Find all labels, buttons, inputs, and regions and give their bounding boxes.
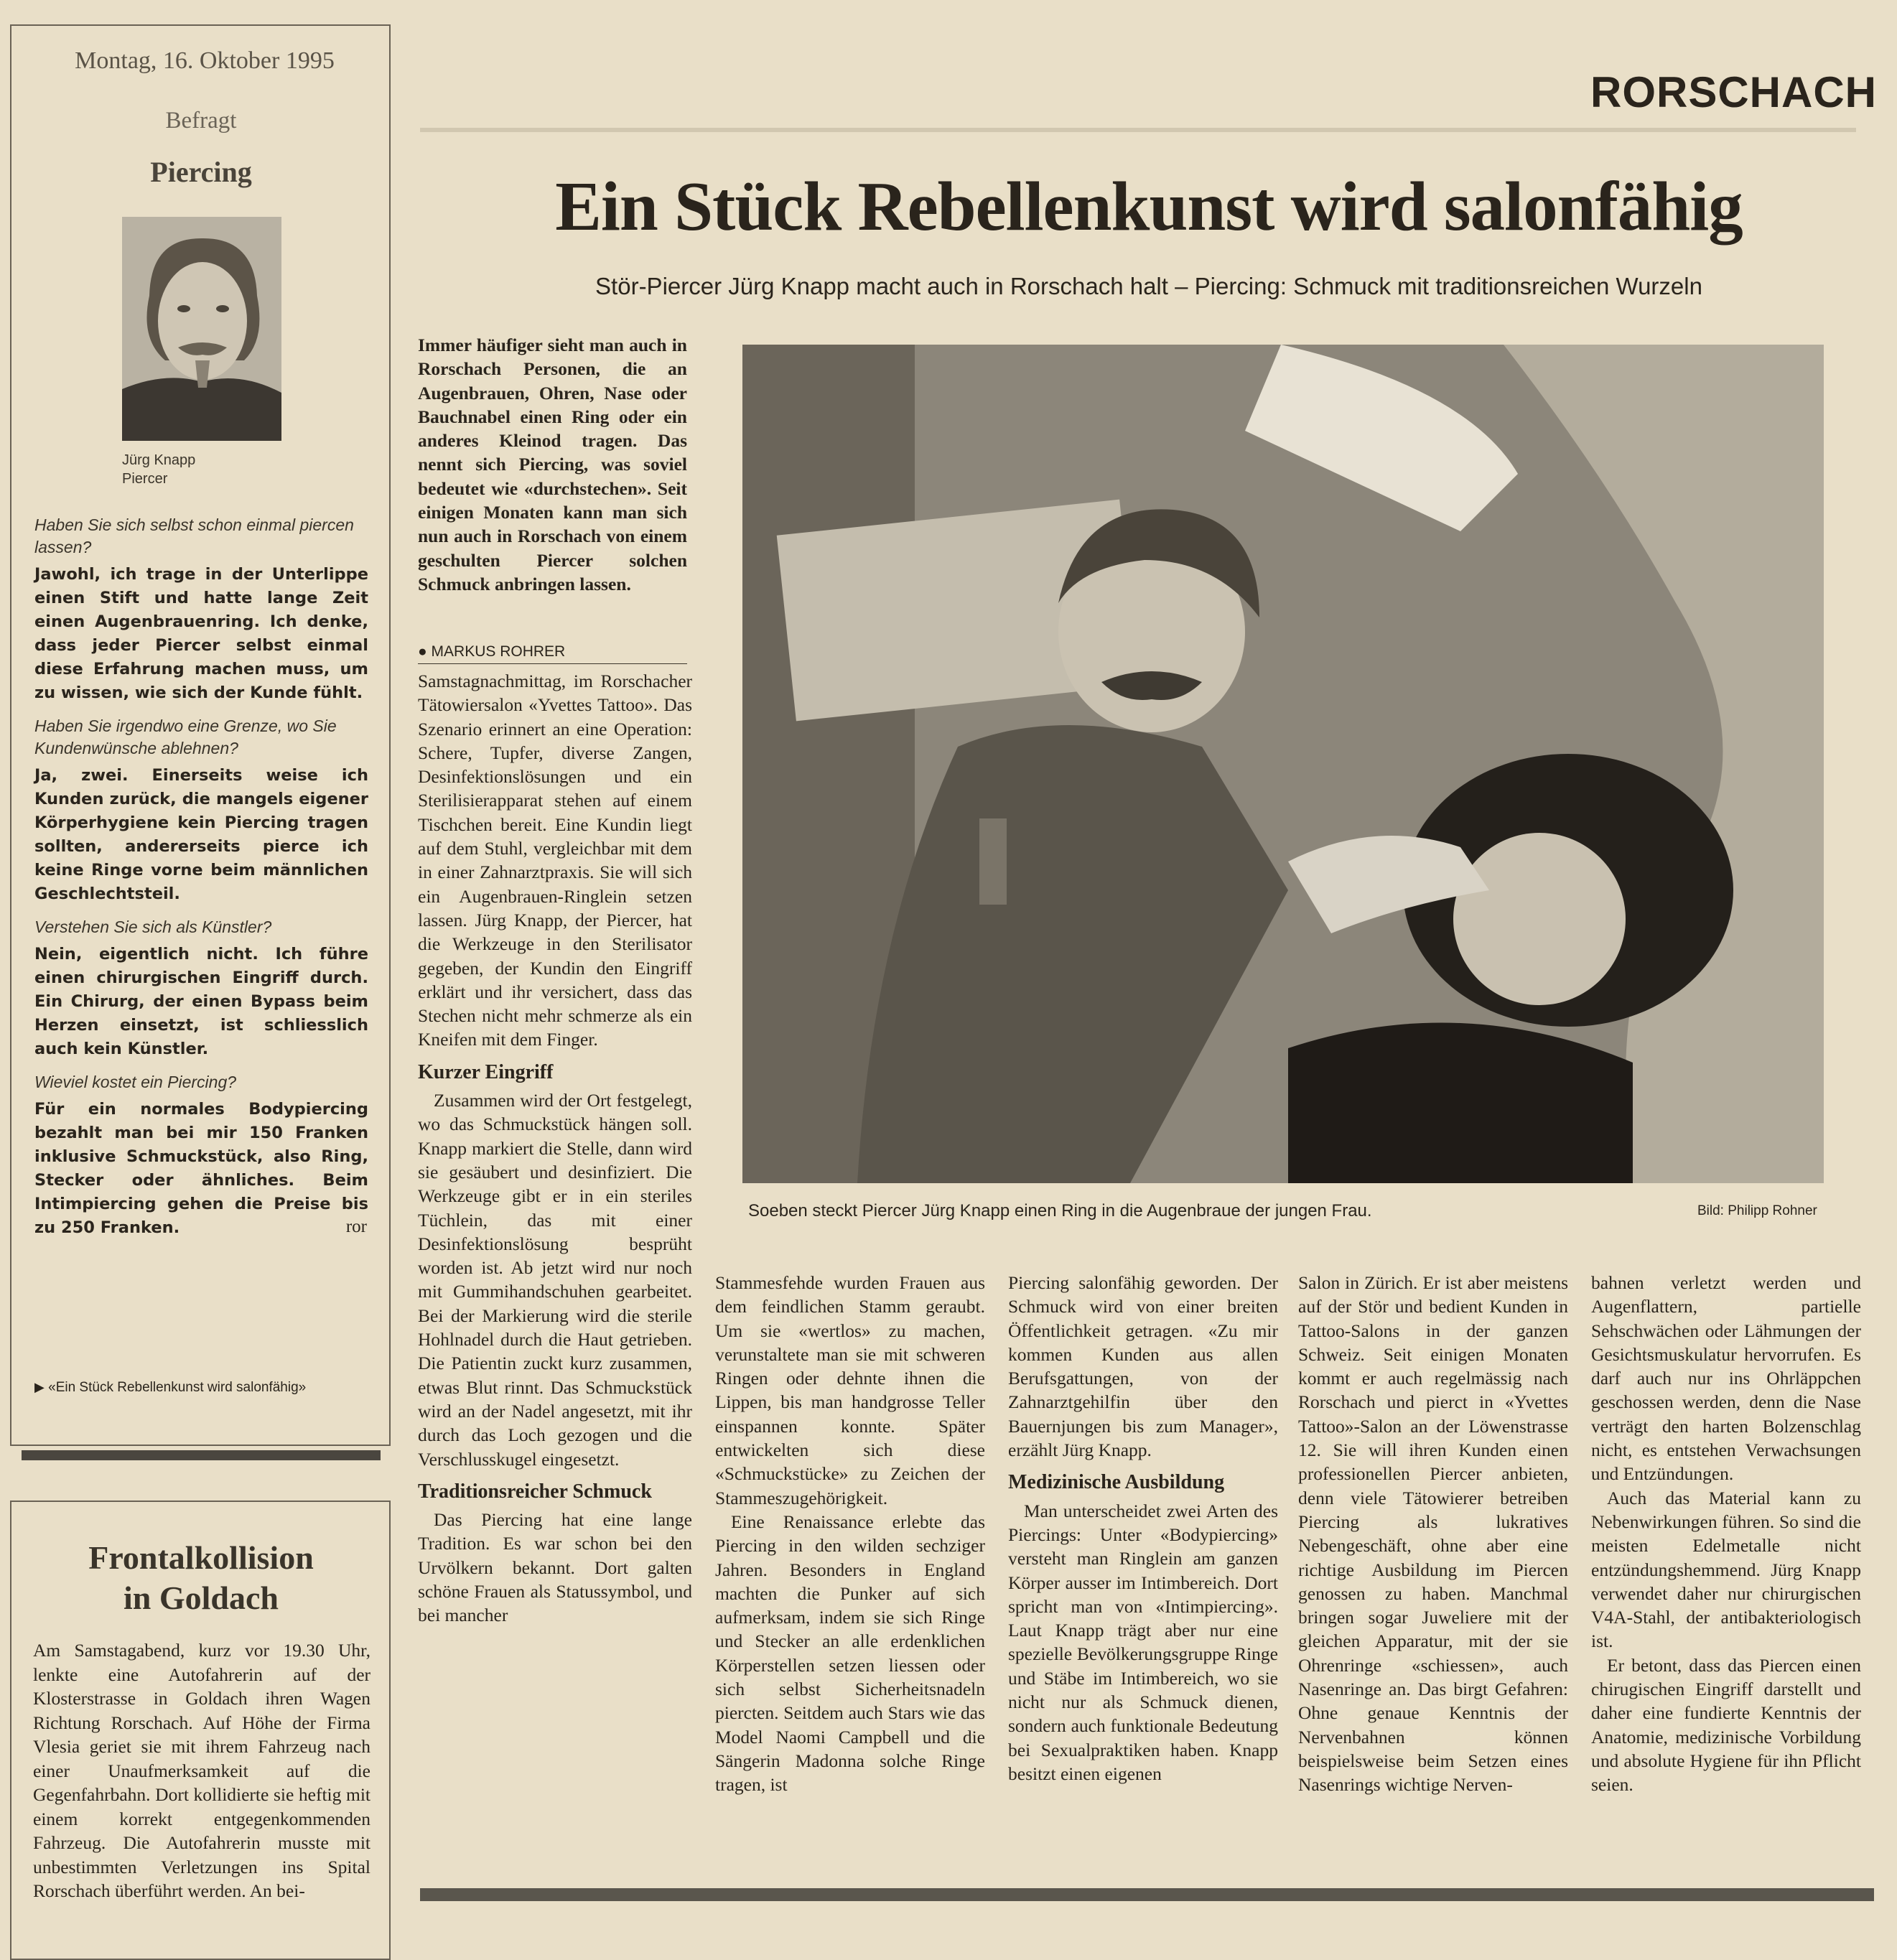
article-lead: Immer häufiger sieht man auch in Rorschach Personen, die an Augenbrauen, Ohren, Nase oder Bauchnabel einen Ring oder ein anderes Kleinod tragen. Das nennt sich Piercing, was soviel bedeutet wie «durchstechen». Seit einigen Monaten kann man sich nun auch in Rorschach von einem geschulten Piercer solchen Schmuck anbringen lassen. xyxy=(418,335,687,594)
answer-4: Für ein normales Bodypiercing bezahlt man bei mir 150 Franken inklusive Schmuckstück, also Ring, Stecker oder ähnliches. Beim Intimpiercing gehen die Preise bis zu 250 Franken. xyxy=(34,1100,368,1237)
portrait-photo xyxy=(122,217,281,441)
article-column-5: bahnen verletzt werden und Augenflattern, partielle Sehschwächen oder Lähmungen der Gesichtsmuskulatur hervorrufen. Es darf auch nur ins Ohrläppchen geschossen werden, denn die Nase verträgt den harten Bolzenschlag nicht, es entstehen Verwachsungen und Entzündungen. Auch das Material kann zu Nebenwirkungen führen. So sind die meisten Edelmetalle nicht entzündungshemmend. Jürg Knapp verwendet daher nur chirurgischen V4A-Stahl, der antibakteriologisch ist. Er betont, dass das Piercen einen chirugischen Eingriff darstellt und daher eine fundierte Kenntnis der Anatomie, medizinische Vorbildung und absolute Hygiene für ihn Pflicht seien. xyxy=(1591,1272,1861,1796)
answer-3: Nein, eigentlich nicht. Ich führe einen chirurgischen Eingriff durch. Ein Chirurg, der einen Bypass beim Herzen einsetzt, ist schliesslich auch kein Künstler. xyxy=(34,945,368,1058)
portrait-illustration xyxy=(122,217,281,441)
article-column-2: Stammesfehde wurden Frauen aus dem feindlichen Stamm geraubt. Um sie «wertlos» zu machen, verunstaltete man sie mit schweren Ringen oder dehnte ihnen die Lippen, bis man handgrosse Teller einspannen konnte. Später entwickelten sich diese «Schmuckstücke» zu Zeichen der Stammeszugehörigkeit. Eine Renaissance erlebte das Piercing in den wilden sechziger Jahren. Besonders in England machten die Punker auf sich aufmerksam, indem sie sich Ringe und Stecker an alle erdenklichen Körperstellen setzen liessen oder sich selbst Sicherheitsnadeln piercten. Seitdem auch Stars wie das Model Naomi Campbell und die Sängerin Madonna solche Ringe tragen, ist xyxy=(715,1272,985,1796)
headline: Ein Stück Rebellenkunst wird salonfähig xyxy=(555,168,1743,245)
interview-signature: ror xyxy=(345,1217,367,1236)
section-label: RORSCHACH xyxy=(1590,68,1877,116)
cross-reference[interactable] xyxy=(34,1380,306,1396)
answer-2: Ja, zwei. Einerseits weise ich Kunden zurück, die mangels eigener Körperhygiene kein Piercing tragen sollten, andererseits pierce ich keine Ringe vorne beim männlichen Geschlechtsteil. xyxy=(34,766,368,903)
brief-text: Am Samstagabend, kurz vor 19.30 Uhr, lenkte eine Autofahrerin auf der Klosterstrasse in Goldach ihren Wagen Richtung Rorschach. Auf Höhe der Firma Vlesia geriet sie mit ihrem Fahrzeug nach einer Unaufmerksamkeit auf die Gegenfahrbahn. Dort kollidierte sie heftig mit einem korrekt entgegenkommenden Fahrzeug. Die Autofahrerin musste mit unbestimmten Verletzungen ins Spital Rorschach überführt werden. An bei- xyxy=(33,1640,370,1901)
question-3: Verstehen Sie sich als Künstler? xyxy=(34,918,272,936)
arrow-right-icon: ▶ xyxy=(34,1380,45,1394)
byline-name: MARKUS ROHRER xyxy=(431,643,566,660)
question-4: Wieviel kostet ein Piercing? xyxy=(34,1073,237,1091)
header-rule xyxy=(420,128,1856,132)
brief-title-line-2: in Goldach xyxy=(123,1579,279,1616)
portrait-role: Piercer xyxy=(122,471,168,487)
byline xyxy=(418,643,687,664)
subhead-kurzer-eingriff: Kurzer Eingriff xyxy=(418,1060,554,1083)
article-photo xyxy=(742,345,1824,1183)
answer-1: Jawohl, ich trage in der Unterlippe einen Stift und hatte lange Zeit einen Augenbrauenring. Ich denke, dass jeder Piercer selbst einmal diese Erfahrung machen muss, um zu wissen, wie sich der Kunde fühlt. xyxy=(34,565,368,702)
article-column-3: Piercing salonfähig geworden. Der Schmuck wird von einer breiten Öffentlichkeit getragen. «Zu mir kommen Kunden aus allen Berufsgattungen, von der Zahnarztgehilfin über den Bauernjungen bis zum Manager», erzählt Jürg Knapp. Medizinische Ausbildung Man unterscheidet zwei Arten des Piercings: Unter «Bodypiercing» versteht man Ringlein am ganzen Körper ausser im Intimbereich. Dort spricht man von «Intimpiercing». Laut Knapp trägt aber nur eine spezielle Bevölkerungsgruppe Ringe und Stäbe im Intimbereich, wo sie nicht nur als Schmuck dienen, sondern auch funktionale Bedeutung bei Sexualpraktiken haben. Knapp besitzt einen eigenen xyxy=(1008,1272,1278,1784)
question-2: Haben Sie irgendwo eine Grenze, wo Sie Kundenwünsche ablehnen? xyxy=(34,717,337,757)
sidebar-kicker: Befragt xyxy=(165,108,237,134)
article-column-4: Salon in Zürich. Er ist aber meistens auf der Stör und bedient Kunden in Tattoo-Salons in der ganzen Schweiz. Seit einigen Monaten kommt er auch regelmässig nach Rorschach und pierct in «Yvettes Tattoo»-Salon an der Löwenstrasse 12. Sie will ihren Kunden einen professionellen Piercer anbieten, denn viele Tätowierer betreiben Piercing als lukratives Nebengeschäft, ohne aber eine richtige Ausbildung im Piercen genossen zu haben. Manchmal bringen sogar Juweliere mit der gleichen Apparatur, mit der sie Ohrenringe «schiessen», auch Nasenringe an. Das birgt Gefahren: Ohne genaue Kenntnis der Nervenbahnen können beispielsweise beim Setzen eines Nasenrings wichtige Nerven- xyxy=(1298,1272,1568,1796)
photo-credit: Bild: Philipp Rohner xyxy=(1697,1203,1817,1218)
interview-qa xyxy=(34,514,368,1237)
portrait-name: Jürg Knapp xyxy=(122,452,196,468)
article-bottom-rule xyxy=(420,1888,1874,1901)
article-column-1: Samstagnachmittag, im Rorschacher Tätowiersalon «Yvettes Tattoo». Das Szenario erinnert an eine Operation: Schere, Tupfer, diverse Zangen, Desinfektionslösungen und ein Sterilisierapparat stehen auf einem Tischchen bereit. Eine Kundin liegt auf dem Stuhl, vergleichbar mit dem in einer Zahnarztpraxis. Sie will sich ein Augenbrauen-Ringlein setzen lassen. Jürg Knapp, der Piercer, hat die Werkzeuge in den Sterilisator gegeben, der Kundin den Eingriff erklärt und ihr versichert, dass das Stechen nicht mehr schmerze als ein Kneifen mit dem Finger. Kurzer Eingriff Zusammen wird der Ort festgelegt, wo das Schmuckstück hängen soll. Knapp markiert die Stelle, dann wird sie gesäubert und desinfiziert. Die Werkzeuge gibt er in ein steriles Tüchlein, das mit einer Desinfektionslösung besprüht worden ist. Ab jetzt wird nur noch mit Gummihandschuhen gearbeitet. Bei der Markierung wird die sterile Hohlnadel durch die Haut getrieben. Die Patientin zuckt kurz zusammen, etwas Blut rinnt. Das Schmuckstück wird an der Nadel angesetzt, mit ihr durch das Loch gezogen und die Verschlusskugel eingesetzt. Traditionsreicher Schmuck Das Piercing hat eine lange Tradition. Es war schon bei den Urvölkern bekannt. Dort galten schöne Frauen als Statussymbol, und bei mancher xyxy=(418,671,692,1626)
subhead-medizinische-ausbildung: Medizinische Ausbildung xyxy=(1008,1471,1225,1494)
brief-title-line-1: Frontalkollision xyxy=(88,1539,314,1576)
photo-caption: Soeben steckt Piercer Jürg Knapp einen Ring in die Augenbraue der jungen Frau. xyxy=(748,1201,1372,1221)
sidebar-divider xyxy=(22,1450,381,1460)
brief-title xyxy=(22,1538,381,1618)
bullet-icon: ● xyxy=(418,643,427,660)
subhead-traditionsreicher-schmuck: Traditionsreicher Schmuck xyxy=(418,1480,652,1503)
sidebar-topic: Piercing xyxy=(150,156,252,188)
cross-reference-text: «Ein Stück Rebellenkunst wird salonfähig» xyxy=(48,1380,307,1395)
article-photo-illustration xyxy=(742,345,1824,1183)
subheadline: Stör-Piercer Jürg Knapp macht auch in Rorschach halt – Piercing: Schmuck mit traditionsreichen Wurzeln xyxy=(595,273,1702,299)
issue-date: Montag, 16. Oktober 1995 xyxy=(75,47,335,74)
question-1: Haben Sie sich selbst schon einmal piercen lassen? xyxy=(34,515,354,556)
